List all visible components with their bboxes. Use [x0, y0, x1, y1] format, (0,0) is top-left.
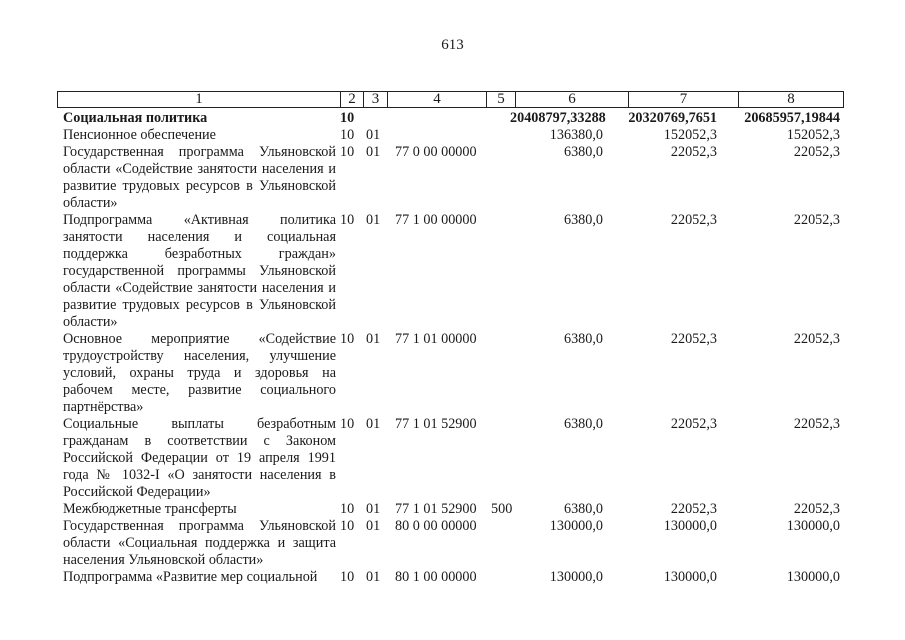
row-expense-type: 500 — [491, 501, 513, 517]
row-description: Основное мероприятие «Содействие трудоустройству населения, улучшение условий, охраны труда и здоровья на рабочем месте, развитие социального партнёрства» — [63, 331, 336, 415]
header-col-1: 1 — [57, 91, 341, 108]
row-description: Государственная программа Ульяновской области «Социальная поддержка и защита населения Ульяновской области» — [63, 518, 336, 568]
row-subsection: 01 — [366, 501, 381, 517]
row-target-code: 80 1 00 00000 — [395, 569, 477, 585]
row-target-code: 77 1 01 00000 — [395, 331, 477, 347]
row-section: 10 — [340, 331, 355, 347]
row-target-code: 77 1 01 52900 — [395, 501, 477, 517]
table-row — [0, 127, 905, 144]
row-subsection: 01 — [366, 518, 381, 534]
table-row — [0, 110, 905, 127]
row-value-year1: 20408797,33288 — [510, 110, 606, 126]
row-description: Социальные выплаты безработным гражданам в соответствии с Законом Российской Федерации от 19 апреля 1991 года № 1032-I «О занятости населения в Российской Федерации» — [63, 416, 336, 500]
table-row — [0, 501, 905, 518]
row-description: Социальная политика — [63, 110, 208, 126]
row-subsection: 01 — [366, 416, 381, 432]
row-section: 10 — [340, 501, 355, 517]
table-row — [0, 144, 905, 212]
row-target-code: 77 1 00 00000 — [395, 212, 477, 228]
row-description: Подпрограмма «Активная политика занятости населения и социальная поддержка безработных граждан» государственной программы Ульяновской области «Содействие занятости населения и развитие трудовых ресурсов в Ульяновской области» — [63, 212, 336, 330]
row-value-year1: 6380,0 — [563, 416, 603, 432]
row-value-year2: 152052,3 — [663, 127, 717, 143]
row-section: 10 — [340, 518, 355, 534]
table-row — [0, 416, 905, 501]
row-value-year2: 130000,0 — [663, 518, 717, 534]
row-section: 10 — [340, 569, 355, 585]
row-description: Пенсионное обеспечение — [63, 127, 216, 143]
row-value-year2: 22052,3 — [670, 501, 717, 517]
page-number: 613 — [441, 37, 464, 53]
header-col-6: 6 — [515, 91, 629, 108]
row-target-code: 80 0 00 00000 — [395, 518, 477, 534]
row-section: 10 — [340, 144, 355, 160]
header-col-3: 3 — [363, 91, 388, 108]
table-row — [0, 212, 905, 331]
row-value-year1: 130000,0 — [549, 518, 603, 534]
row-value-year2: 22052,3 — [670, 144, 717, 160]
row-value-year2: 20320769,7651 — [628, 110, 717, 126]
row-value-year1: 6380,0 — [563, 331, 603, 347]
row-target-code: 77 0 00 00000 — [395, 144, 477, 160]
row-value-year1: 130000,0 — [549, 569, 603, 585]
table-row — [0, 569, 905, 586]
table-body — [0, 110, 905, 586]
row-target-code: 77 1 01 52900 — [395, 416, 477, 432]
row-value-year1: 6380,0 — [563, 212, 603, 228]
header-col-7: 7 — [628, 91, 739, 108]
row-value-year3: 22052,3 — [793, 212, 840, 228]
row-value-year3: 130000,0 — [786, 518, 840, 534]
row-value-year3: 22052,3 — [793, 331, 840, 347]
row-value-year3: 20685957,19844 — [744, 110, 840, 126]
row-subsection: 01 — [366, 144, 381, 160]
row-subsection: 01 — [366, 212, 381, 228]
row-value-year2: 22052,3 — [670, 331, 717, 347]
row-value-year2: 130000,0 — [663, 569, 717, 585]
row-value-year1: 6380,0 — [563, 144, 603, 160]
row-value-year3: 130000,0 — [786, 569, 840, 585]
table-row — [0, 518, 905, 569]
header-col-5: 5 — [486, 91, 516, 108]
row-subsection: 01 — [366, 127, 381, 143]
row-description: Государственная программа Ульяновской области «Содействие занятости населения и развитие трудовых ресурсов в Ульяновской области» — [63, 144, 336, 211]
header-col-8: 8 — [738, 91, 844, 108]
row-subsection: 01 — [366, 569, 381, 585]
header-col-4: 4 — [387, 91, 487, 108]
row-description: Подпрограмма «Развитие мер социальной — [63, 569, 318, 585]
row-value-year1: 136380,0 — [549, 127, 603, 143]
header-col-2: 2 — [340, 91, 364, 108]
row-subsection: 01 — [366, 331, 381, 347]
row-value-year2: 22052,3 — [670, 212, 717, 228]
row-value-year3: 152052,3 — [786, 127, 840, 143]
row-value-year3: 22052,3 — [793, 144, 840, 160]
row-section: 10 — [340, 212, 355, 228]
row-value-year2: 22052,3 — [670, 416, 717, 432]
row-value-year3: 22052,3 — [793, 416, 840, 432]
row-value-year3: 22052,3 — [793, 501, 840, 517]
row-section: 10 — [340, 110, 355, 126]
row-description: Межбюджетные трансферты — [63, 501, 237, 517]
row-section: 10 — [340, 416, 355, 432]
row-section: 10 — [340, 127, 355, 143]
table-row — [0, 331, 905, 416]
row-value-year1: 6380,0 — [563, 501, 603, 517]
